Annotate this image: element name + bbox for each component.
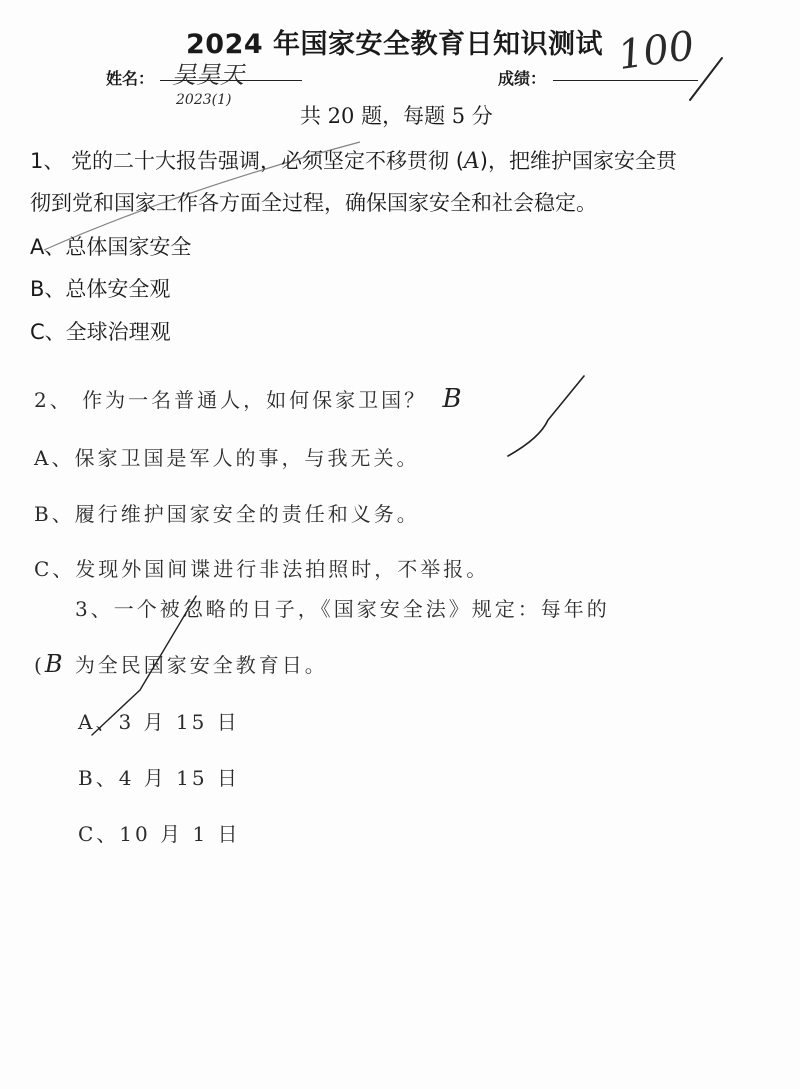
q1-stem-line2: 彻到党和国家工作各方面全过程，确保国家安全和社会稳定。: [30, 191, 597, 215]
q3-option-b: B、4 月 15 日: [78, 766, 240, 790]
class-handwriting: 2023(1): [176, 92, 232, 108]
q1-option-c: C、全球治理观: [30, 320, 171, 344]
name-handwriting: 吴昊天: [172, 61, 244, 89]
q1-stem-part2: )，把维护国家安全贯: [479, 149, 677, 173]
q3-option-c: C、10 月 1 日: [78, 822, 241, 846]
name-underline: [160, 80, 302, 81]
q2-check-mark: [508, 376, 584, 456]
q1-answer-handwriting: A: [463, 149, 480, 174]
quiz-subtitle: 共 20 题，每题 5 分: [300, 104, 493, 128]
q3-open-paren: (: [34, 653, 45, 677]
q1-stem-part1: 1、 党的二十大报告强调，必须坚定不移贯彻 (: [30, 149, 464, 173]
q2-stem: [34, 384, 465, 414]
score-label: 成绩：: [498, 69, 547, 88]
q1-stem-line1: [30, 145, 677, 175]
q2-answer-handwriting: B: [442, 384, 465, 414]
q2-option-c: C、发现外国间谍进行非法拍照时，不举报。: [34, 557, 490, 581]
score-underline: [553, 80, 698, 81]
q2-stem-text: 2、 作为一名普通人，如何保家卫国？: [34, 388, 428, 412]
score-handwriting: 100: [615, 22, 698, 80]
q1-option-a: A、总体国家安全: [30, 235, 192, 259]
q3-stem-line1: 3、一个被忽略的日子，《国家安全法》规定：每年的: [75, 597, 610, 621]
q3-stem-text: 为全民国家安全教育日。: [74, 653, 328, 677]
name-label: 姓名：: [106, 69, 155, 88]
q3-answer-handwriting: B: [44, 650, 66, 678]
q3-option-a: A、3 月 15 日: [78, 710, 240, 734]
page-title: 2024 年国家安全教育日知识测试: [186, 29, 604, 60]
q2-option-b: B、履行维护国家安全的责任和义务。: [34, 502, 420, 526]
q3-stem-line2: [34, 649, 328, 678]
q1-option-b: B、总体安全观: [30, 277, 171, 301]
q2-option-a: A、保家卫国是军人的事，与我无关。: [34, 446, 420, 470]
